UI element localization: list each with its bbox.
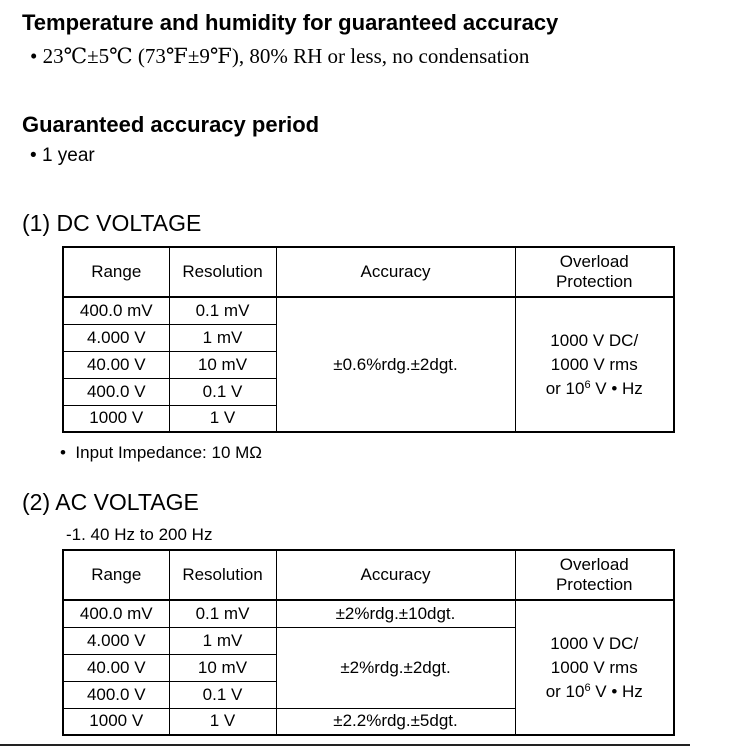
overload-line-1: 1000 V DC/	[550, 330, 639, 350]
col-header-resolution: Resolution	[169, 550, 276, 600]
accuracy-cell: ±0.6%rdg.±2dgt.	[276, 297, 515, 432]
range-cell: 400.0 V	[63, 681, 169, 708]
ac-voltage-heading: (2) AC VOLTAGE	[22, 489, 199, 515]
range-cell: 40.00 V	[63, 654, 169, 681]
accuracy-period-text: 1 year	[41, 145, 95, 166]
accuracy-cell: ±2.2%rdg.±5dgt.	[276, 708, 515, 735]
resolution-cell: 1 V	[169, 708, 276, 735]
col-header-range: Range	[63, 247, 169, 297]
overload-exponent: 6	[584, 681, 591, 694]
ac-voltage-table	[62, 549, 675, 736]
overload-exponent: 6	[584, 378, 591, 391]
overload-line-1: 1000 V DC/	[550, 633, 639, 653]
bullet-icon: •	[30, 145, 42, 166]
range-cell: 400.0 mV	[63, 297, 169, 324]
bullet-icon: •	[30, 44, 43, 68]
overload-label-1: Overload	[559, 555, 629, 574]
temp-humidity-title: Temperature and humidity for guaranteed accuracy	[22, 10, 559, 35]
resolution-cell: 10 mV	[169, 351, 276, 378]
col-header-accuracy: Accuracy	[276, 550, 515, 600]
table-header-row	[63, 550, 674, 600]
overload-line-2: 1000 V rms	[550, 657, 638, 677]
resolution-cell: 1 mV	[169, 627, 276, 654]
col-header-resolution: Resolution	[169, 247, 276, 297]
resolution-cell: 0.1 V	[169, 378, 276, 405]
overload-line-3-suffix: V • Hz	[590, 681, 643, 701]
overload-line-3-prefix: or 10	[545, 378, 585, 398]
range-cell: 4.000 V	[63, 627, 169, 654]
resolution-cell: 1 mV	[169, 324, 276, 351]
overload-line-2: 1000 V rms	[550, 354, 638, 374]
ac-voltage-subheading: -1. 40 Hz to 200 Hz	[66, 525, 213, 544]
overload-cell	[515, 600, 674, 735]
dc-note-text: Input Impedance: 10 MΩ	[75, 443, 262, 462]
resolution-cell: 10 mV	[169, 654, 276, 681]
col-header-accuracy: Accuracy	[276, 247, 515, 297]
resolution-cell: 0.1 V	[169, 681, 276, 708]
resolution-cell: 1 V	[169, 405, 276, 432]
resolution-cell: 0.1 mV	[169, 297, 276, 324]
overload-label-1: Overload	[559, 252, 629, 271]
bottom-divider	[0, 744, 690, 746]
overload-label-2: Protection	[555, 575, 633, 594]
accuracy-cell: ±2%rdg.±10dgt.	[276, 600, 515, 627]
range-cell: 1000 V	[63, 405, 169, 432]
table-row	[63, 297, 674, 324]
range-cell: 400.0 V	[63, 378, 169, 405]
dc-note	[60, 443, 262, 463]
range-cell: 40.00 V	[63, 351, 169, 378]
col-header-overload	[515, 550, 674, 600]
table-row	[63, 600, 674, 627]
accuracy-period-title: Guaranteed accuracy period	[22, 112, 320, 137]
overload-line-3	[516, 680, 674, 704]
range-cell: 1000 V	[63, 708, 169, 735]
temp-humidity-text: 23℃±5℃ (73℉±9℉), 80% RH or less, no condensation	[42, 44, 530, 68]
dc-voltage-heading: (1) DC VOLTAGE	[22, 210, 202, 236]
col-header-overload	[515, 247, 674, 297]
dc-voltage-table	[62, 246, 675, 433]
temp-humidity-item	[30, 44, 529, 69]
table-header-row	[63, 247, 674, 297]
overload-line-3-prefix: or 10	[545, 681, 585, 701]
col-header-range: Range	[63, 550, 169, 600]
range-cell: 4.000 V	[63, 324, 169, 351]
accuracy-period-item	[30, 145, 95, 167]
overload-line-3	[516, 377, 674, 401]
overload-line-3-suffix: V • Hz	[590, 378, 643, 398]
bullet-icon: •	[60, 443, 76, 462]
overload-cell	[515, 297, 674, 432]
accuracy-cell: ±2%rdg.±2dgt.	[276, 627, 515, 708]
overload-label-2: Protection	[555, 272, 633, 291]
resolution-cell: 0.1 mV	[169, 600, 276, 627]
range-cell: 400.0 mV	[63, 600, 169, 627]
